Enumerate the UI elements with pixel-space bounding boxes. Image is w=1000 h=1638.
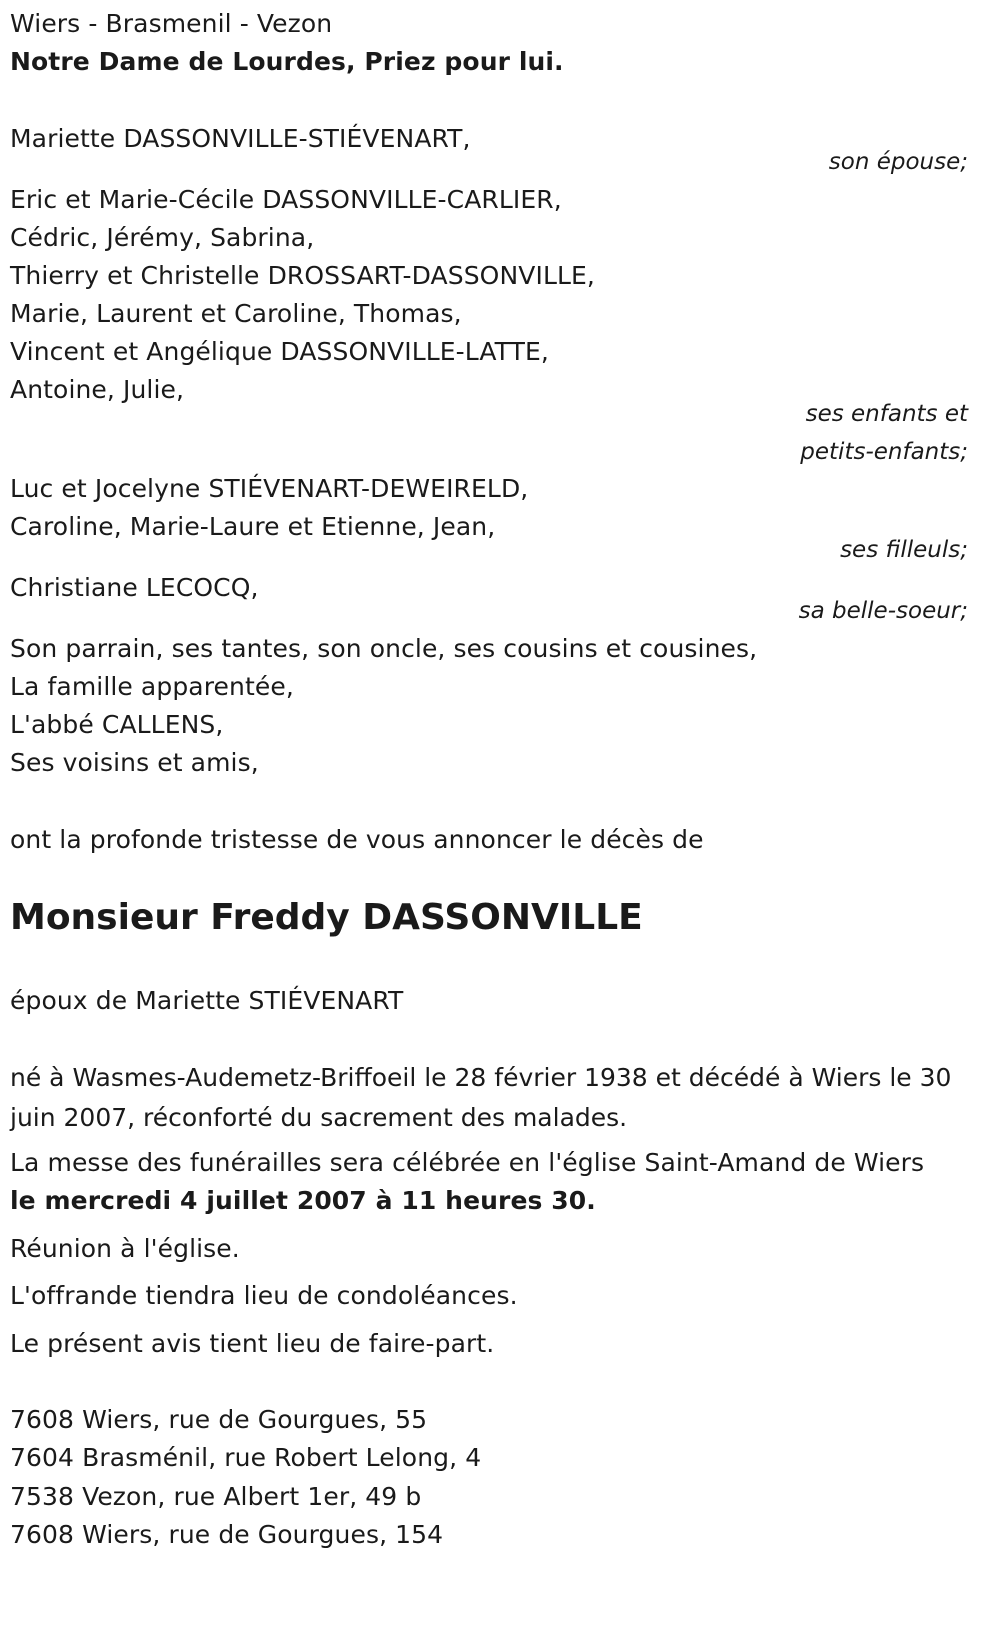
spouse-name: Mariette DASSONVILLE-STIÉVENART,	[10, 124, 471, 153]
places-header: Wiers - Brasmenil - Vezon	[10, 9, 333, 38]
address-line: 7538 Vezon, rue Albert 1er, 49 b	[10, 1482, 422, 1511]
prayer-line: Notre Dame de Lourdes, Priez pour lui.	[10, 47, 564, 76]
announcement-intro: ont la profonde tristesse de vous annoncer le décès de	[10, 825, 704, 854]
address-line: 7608 Wiers, rue de Gourgues, 55	[10, 1405, 428, 1434]
obituary-page	[10, 0, 990, 1638]
spouse-role: son épouse;	[828, 149, 968, 175]
sister-in-law-role: sa belle-soeur;	[798, 598, 968, 624]
children-line: Thierry et Christelle DROSSART-DASSONVILLE,	[10, 261, 595, 290]
deceased-name: Monsieur Freddy DASSONVILLE	[10, 897, 643, 938]
children-role: petits-enfants;	[800, 439, 968, 465]
others-line: L'abbé CALLENS,	[10, 710, 224, 739]
children-line: Marie, Laurent et Caroline, Thomas,	[10, 299, 462, 328]
meeting-line: Réunion à l'église.	[10, 1234, 240, 1263]
others-line: Son parrain, ses tantes, son oncle, ses cousins et cousines,	[10, 634, 758, 663]
others-line: La famille apparentée,	[10, 672, 294, 701]
funeral-text: La messe des funérailles sera célébrée en l'église Saint-Amand de Wiers	[10, 1148, 925, 1177]
notice-line: Le présent avis tient lieu de faire-part.	[10, 1329, 495, 1358]
godchildren-role: ses filleuls;	[840, 537, 968, 563]
funeral-date: le mercredi 4 juillet 2007 à 11 heures 30.	[10, 1186, 596, 1215]
children-line: Antoine, Julie,	[10, 375, 185, 404]
children-line: Cédric, Jérémy, Sabrina,	[10, 223, 315, 252]
others-line: Ses voisins et amis,	[10, 748, 259, 777]
spouse-of-line: époux de Mariette STIÉVENART	[10, 986, 404, 1015]
address-line: 7608 Wiers, rue de Gourgues, 154	[10, 1520, 444, 1549]
birth-death-text: né à Wasmes-Audemetz-Briffoeil le 28 février 1938 et décédé à Wiers le 30 juin 2007, réconforté du sacrement des malades.	[10, 1063, 952, 1132]
children-line: Eric et Marie-Cécile DASSONVILLE-CARLIER,	[10, 185, 562, 214]
address-line: 7604 Brasménil, rue Robert Lelong, 4	[10, 1443, 482, 1472]
godchildren-line: Luc et Jocelyne STIÉVENART-DEWEIRELD,	[10, 474, 529, 503]
children-line: Vincent et Angélique DASSONVILLE-LATTE,	[10, 337, 549, 366]
sister-in-law-name: Christiane LECOCQ,	[10, 573, 259, 602]
godchildren-line: Caroline, Marie-Laure et Etienne, Jean,	[10, 512, 496, 541]
offering-line: L'offrande tiendra lieu de condoléances.	[10, 1281, 518, 1310]
children-role: ses enfants et	[805, 401, 968, 427]
